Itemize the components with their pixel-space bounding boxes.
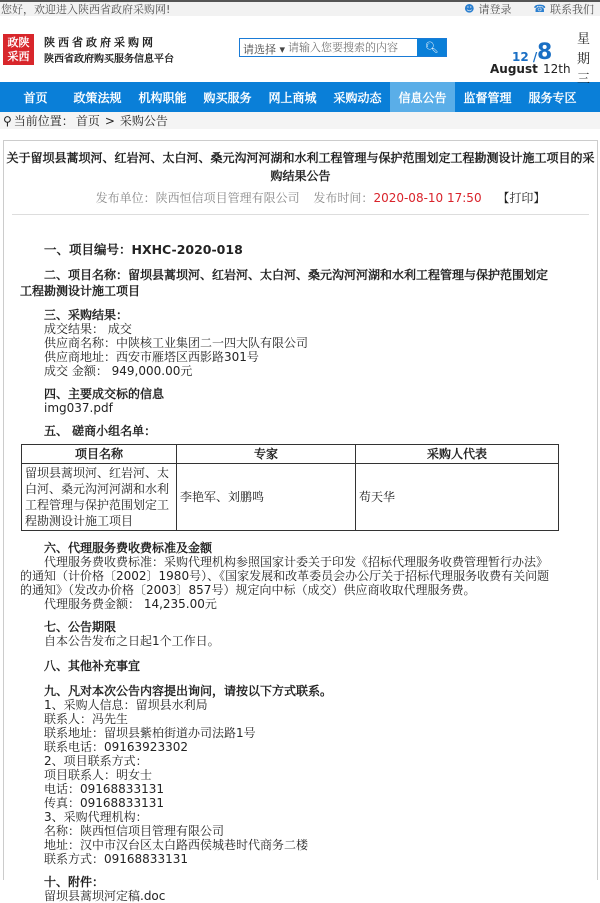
article-meta: 发布单位：陕西恒信项目管理有限公司 发布时间：2020-08-10 17:50 【打印】	[95, 191, 546, 205]
date-ordinal: 12th	[543, 62, 571, 76]
panel-table: 项目名称 专家 采购人代表 留坝县蒿坝河、红岩河、太白河、桑元沟河河湖和水利工程管理与保护范围划定工程勘测设计施工项目 李艳军、刘鹏鸣 苟天华	[21, 444, 559, 531]
breadcrumb-current[interactable]: 采购公告	[119, 114, 168, 128]
site-name: 陕西省政府采购网	[44, 36, 156, 49]
article-title: 关于留坝县蒿坝河、红岩河、太白河、桑元沟河河湖和水利工程管理与保护范围划定工程勘测设计施工项目的采购结果公告	[6, 151, 595, 183]
search-input[interactable]	[288, 39, 417, 56]
breadcrumb: ⚲ 当前位置： 首页 > 采购公告	[0, 112, 600, 129]
site-subtitle: 陕西省政府购买服务信息平台	[44, 54, 174, 65]
nav-home[interactable]: 首页	[23, 90, 48, 105]
date-day: 8	[537, 40, 553, 65]
search-button[interactable]	[417, 39, 446, 56]
search-bar	[239, 38, 447, 57]
search-category-select[interactable]: 请选择 ▾	[243, 43, 286, 56]
search-icon: 🔍︎	[424, 42, 439, 54]
nav-purchase-services[interactable]: 购买服务	[203, 90, 252, 105]
user-icon: ☻	[464, 3, 475, 15]
nav-policy[interactable]: 政策法规	[73, 90, 122, 105]
attachment-link[interactable]: img037.pdf	[44, 401, 113, 415]
welcome-text: 您好，欢迎进入陕西省政府采购网!	[1, 3, 171, 16]
print-link[interactable]: 【打印】	[497, 191, 546, 205]
publish-time: 2020-08-10 17:50	[373, 191, 482, 205]
nav-online-mall[interactable]: 网上商城	[268, 90, 317, 105]
site-logo[interactable]: 政陕 采西	[3, 34, 34, 65]
date-month-name: August	[490, 62, 538, 76]
nav-procurement-news[interactable]: 采购动态	[333, 90, 382, 105]
nav-institutions[interactable]: 机构职能	[138, 90, 187, 105]
login-link[interactable]: ☻ 请登录	[464, 3, 512, 16]
article-body: 一、项目编号：HXHC-2020-018 二、项目名称：留坝县蒿坝河、红岩河、太白河、桑元沟河河湖和水利工程管理与保护范围划定工程勘测设计施工项目 三、采购结果： 成交结果： 成交 供应商名称：中陕核工业集团二一四大队有限公司 供应商地址：西安市雁塔区西影路301号 成交 金额： 949,000.00元 四、主要成交标的信息 img037.pdf 五、 磋商小组名单： 项目名称 专家 采购人代表 留坝县蒿坝河、红岩河、太白河、桑元沟河河湖和水利工程管理与保护范围划定工程勘测设计施工项目 李艳军、刘鹏鸣 苟天华 六、代理服务费收费标准及金额 代理服务费收费标准：采购代理机构参照国家计委关于印发《招标代理服务收费管理暂行办法》的通知（计价格〔2002〕1980号）、《国家发展和改革委员会办公厅关于招标代理服务收费有关问题的通知》（发改办价格〔2003〕857号）规定向中标（成交）供应商收取代理服务费。 代理服务费金额： 14,235.00元 七、公告期限 自本公告发布之日起1个工作日。 八、其他补充事宜 九、凡对本次公告内容提出询问，请按以下方式联系。 1、采购人信息：留坝县水利局 联系人：冯先生 联系地址：留坝县紫柏街道办司法路1号 联系电话：09163923302 2、项目联系方式： 项目联系人：明女士 电话：09168833131 传真：09168833131 3、采购代理机构： 名称：陕西恒信项目管理有限公司 地址：汉中市汉台区太白路西侯城巷时代商务二楼 联系方式：09168833131 十、附件： 留坝县蒿坝河定稿.doc	[4, 243, 597, 903]
location-icon: ⚲	[3, 113, 12, 128]
breadcrumb-home[interactable]: 首页	[75, 114, 100, 128]
nav-supervision[interactable]: 监督管理	[463, 90, 512, 105]
contact-link[interactable]: ☎ 联系我们	[533, 3, 594, 16]
phone-icon: ☎	[533, 3, 546, 15]
nav-service-zone[interactable]: 服务专区	[528, 90, 577, 105]
divider	[12, 214, 589, 215]
table-row: 留坝县蒿坝河、红岩河、太白河、桑元沟河河湖和水利工程管理与保护范围划定工程勘测设计施工项目 李艳军、刘鹏鸣 苟天华	[22, 464, 559, 531]
weekday: 星期三	[577, 32, 591, 87]
attachment-doc-link[interactable]: 留坝县蒿坝河定稿.doc	[44, 889, 166, 903]
main-nav	[0, 82, 600, 112]
article-panel	[3, 140, 598, 903]
header: 政陕 采西 陕西省政府采购网 陕西省政府购买服务信息平台 请选择 ▾ 请输入您要搜索的内容 🔍︎ 12 / 8 August 12th 星期三	[0, 16, 600, 82]
nav-announcements[interactable]: 信息公告	[390, 82, 455, 112]
top-bar	[0, 0, 600, 16]
